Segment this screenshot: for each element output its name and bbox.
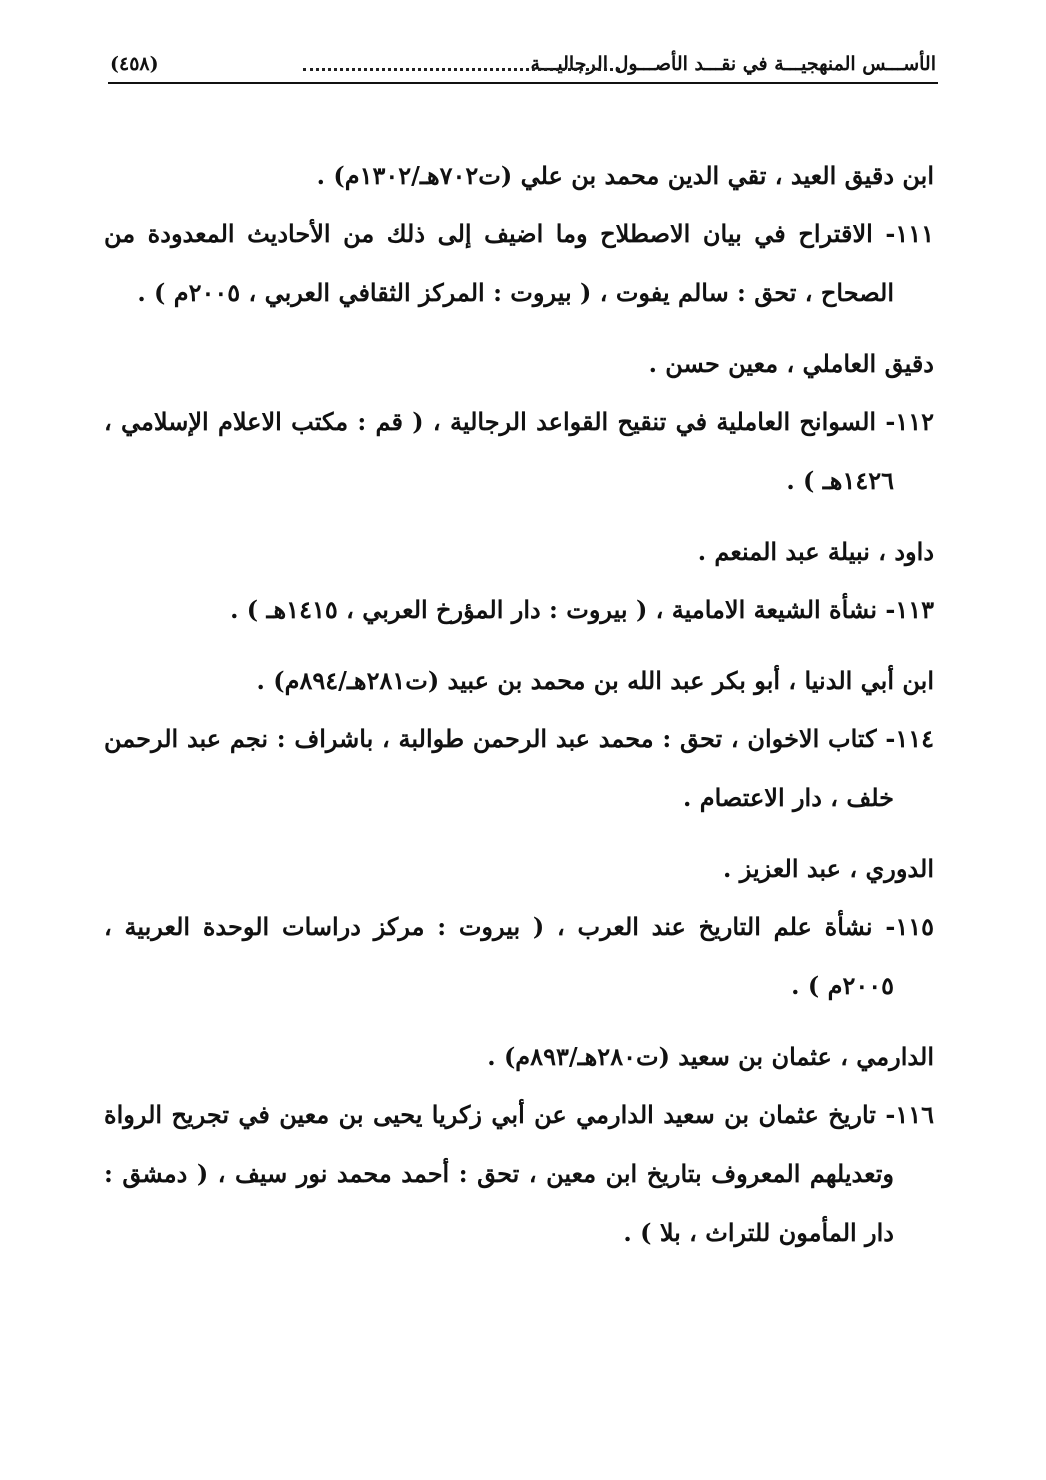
entry-work: ١١٤- كتاب الاخوان ، تحق : محمد عبد الرحمن طوالبة ، باشراف : نجم عبد الرحمن خلف ، دار الاعتصام . [104, 724, 934, 812]
bibliography-entry [104, 524, 934, 639]
entry-author: ابن أبي الدنيا ، أبو بكر عبد الله بن محمد بن عبيد (ت٢٨١هـ/٨٩٤م) . [256, 666, 934, 695]
bibliography-entry [104, 1029, 934, 1262]
entry-author: الدارمي ، عثمان بن سعيد (ت٢٨٠هـ/٨٩٣م) . [487, 1042, 934, 1071]
header-rule [108, 82, 938, 84]
running-header-title: الأســـس المنهجيـــة في نقـــد الأصـــول الرجاليـــة [530, 53, 936, 75]
entry-work: ١١١- الاقتراح في بيان الاصطلاح وما اضيف إلى ذلك من الأحاديث المعدودة من الصحاح ، تحق : سالم يفوت ، ( بيروت : المركز الثقافي العربي ، ٢٠٠٥م ) . [104, 219, 934, 307]
entry-author: الدوري ، عبد العزيز . [723, 854, 934, 883]
bibliography-entry [104, 841, 934, 1015]
page-number: (٤٥٨) [110, 53, 159, 75]
running-header [108, 50, 938, 84]
entry-work: ١١٢- السوانح العاملية في تنقيح القواعد الرجالية ، ( قم : مكتب الاعلام الإسلامي ، ١٤٢٦هـ ) . [104, 407, 934, 495]
bibliography-list [104, 148, 934, 1276]
bibliography-entry [104, 336, 934, 510]
header-dot-leader [303, 68, 620, 71]
entry-author: ابن دقيق العيد ، تقي الدين محمد بن علي (ت٧٠٢هـ/١٣٠٢م) . [316, 161, 934, 190]
entry-work: ١١٥- نشأة علم التاريخ عند العرب ، ( بيروت : مركز دراسات الوحدة العربية ، ٢٠٠٥م ) . [104, 912, 934, 1000]
bibliography-entry [104, 148, 934, 322]
entry-author: داود ، نبيلة عبد المنعم . [697, 537, 934, 566]
entry-work: ١١٦- تاريخ عثمان بن سعيد الدارمي عن أبي زكريا يحيى بن معين في تجريح الرواة وتعديلهم المعروف بتاريخ ابن معين ، تحق : أحمد محمد نور سيف ، ( دمشق : دار المأمون للتراث ، بلا ) . [104, 1100, 934, 1247]
entry-author: دقيق العاملي ، معين حسن . [648, 349, 934, 378]
entry-work: ١١٣- نشأة الشيعة الامامية ، ( بيروت : دار المؤرخ العربي ، ١٤١٥هـ ) . [230, 595, 934, 624]
bibliography-entry [104, 653, 934, 827]
